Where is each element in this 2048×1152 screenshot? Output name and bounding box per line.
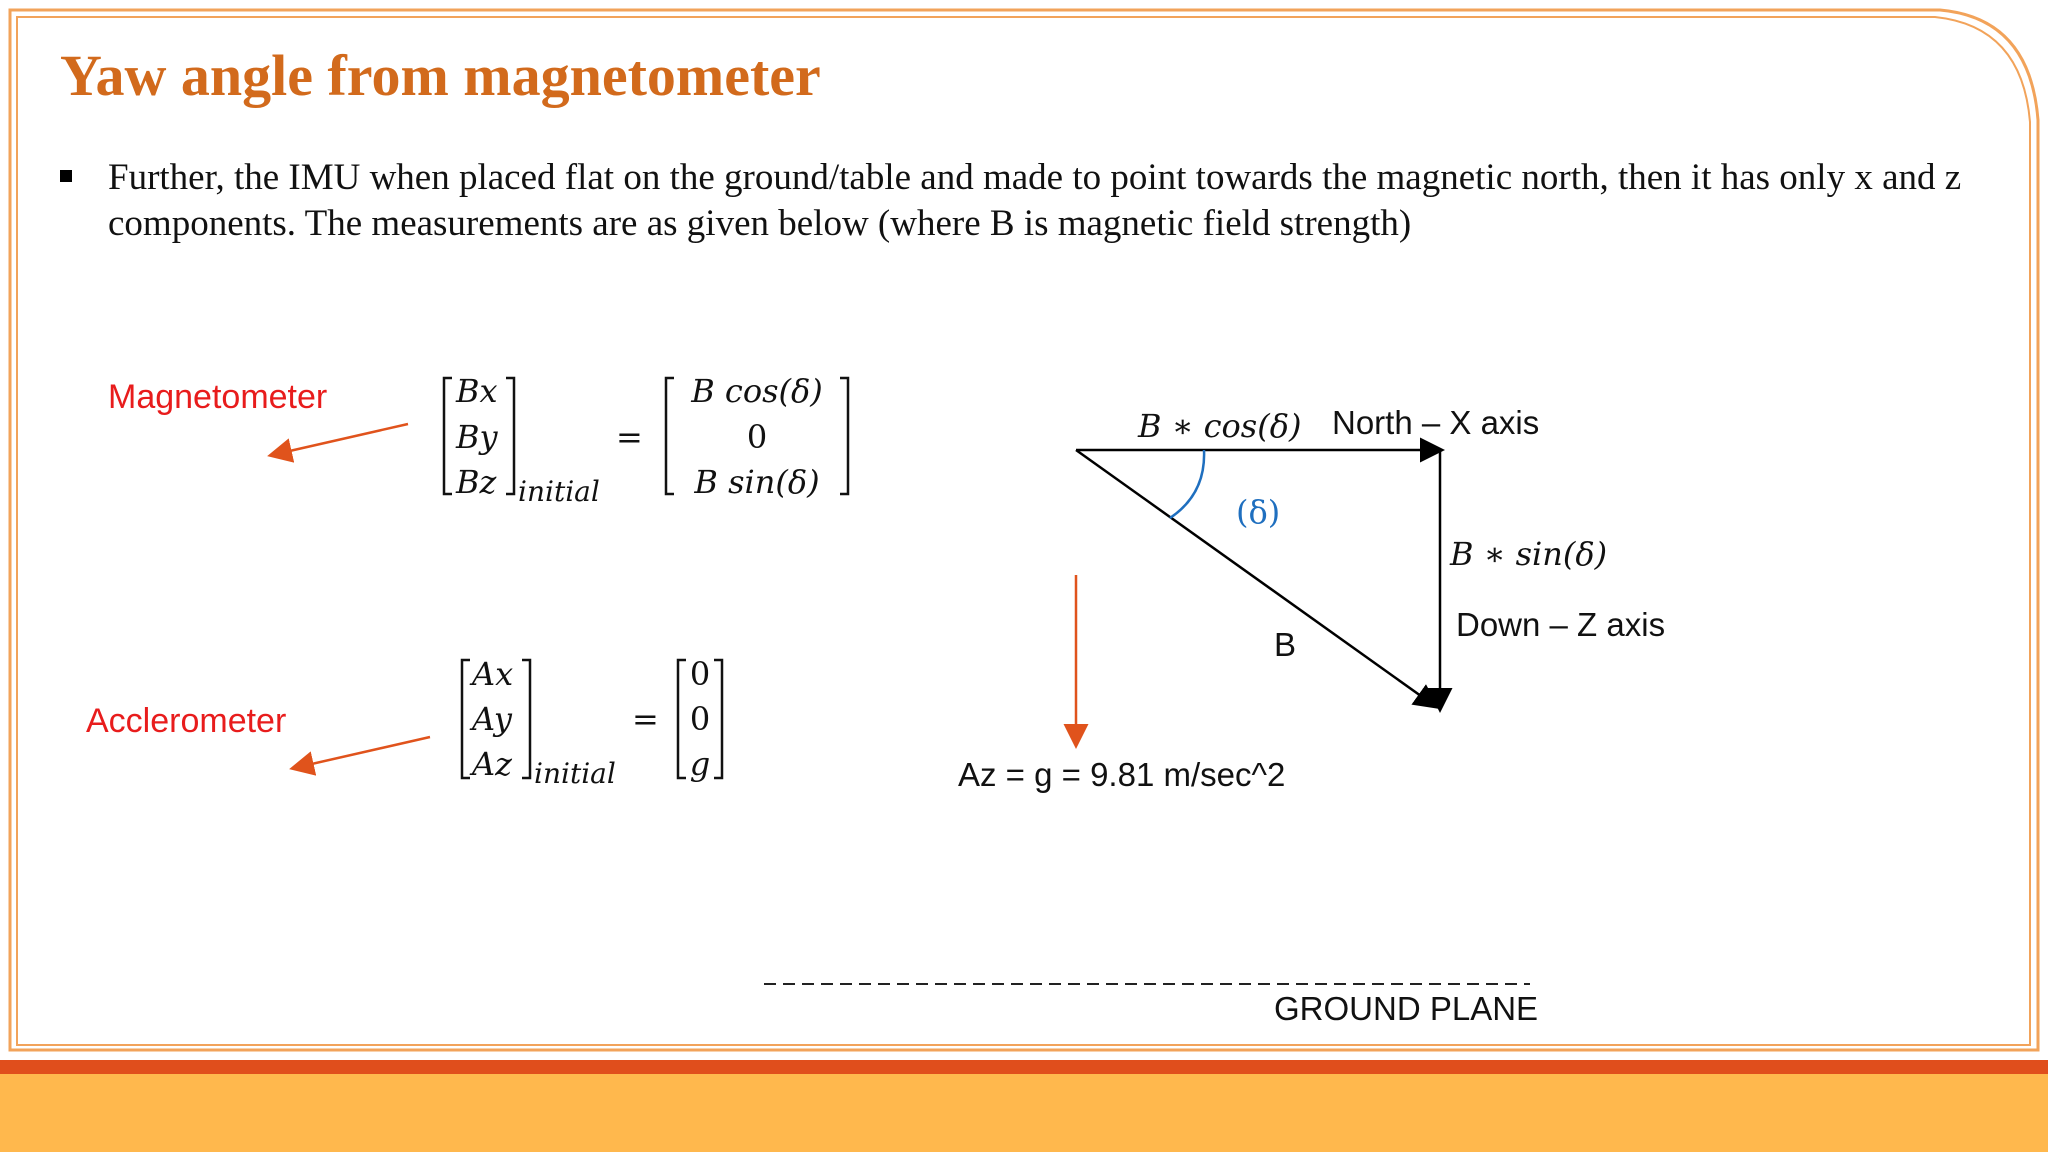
- accelerometer-label: Acclerometer: [86, 702, 287, 740]
- cos-component-label: B ∗ cos(δ): [1138, 407, 1302, 445]
- hypotenuse-label: B: [1274, 626, 1297, 663]
- north-axis-label: North – X axis: [1332, 404, 1540, 441]
- acc-lhs-x: Ax: [472, 655, 514, 693]
- accelerometer-arrow: [294, 737, 430, 768]
- mag-lhs-y: By: [456, 418, 498, 456]
- mag-rhs-y: 0: [746, 418, 768, 456]
- mag-rhs-x: B cos(δ): [691, 372, 823, 410]
- magnetometer-label: Magnetometer: [108, 378, 328, 416]
- mag-rhs-z: B sin(δ): [694, 463, 820, 501]
- acc-rhs-y: 0: [689, 700, 711, 738]
- bullet-text: Further, the IMU when placed flat on the ground/table and made to point towards the magnetic north, then it has only x and z components. The measurements are as given below (where B is magnetic field strength): [108, 157, 1962, 244]
- acc-rhs-x: 0: [689, 655, 711, 693]
- ground-plane-label: GROUND PLANE: [1274, 990, 1539, 1027]
- acc-lhs-y: Ay: [472, 700, 512, 738]
- footer-band: [0, 1068, 2048, 1152]
- slide-title: Yaw angle from magnetometer: [60, 43, 821, 108]
- acc-rhs-z: g: [689, 745, 711, 783]
- acc-lhs-z: Az: [472, 745, 512, 783]
- angle-label: (δ): [1236, 493, 1281, 531]
- down-axis-label: Down – Z axis: [1456, 606, 1666, 643]
- acc-subscript: initial: [534, 757, 616, 790]
- mag-lhs-x: Bx: [456, 372, 498, 410]
- acc-equals: =: [632, 700, 659, 738]
- magnetometer-arrow: [272, 424, 408, 455]
- mag-equals: =: [616, 418, 643, 456]
- sin-component-label: B ∗ sin(δ): [1450, 535, 1608, 573]
- gravity-label: Az = g = 9.81 m/sec^2: [958, 756, 1286, 793]
- hypotenuse-arrow: [1076, 450, 1435, 706]
- angle-arc: [1170, 450, 1204, 518]
- footer-line: [0, 1060, 2048, 1074]
- mag-subscript: initial: [518, 475, 600, 508]
- mag-lhs-z: Bz: [456, 463, 497, 501]
